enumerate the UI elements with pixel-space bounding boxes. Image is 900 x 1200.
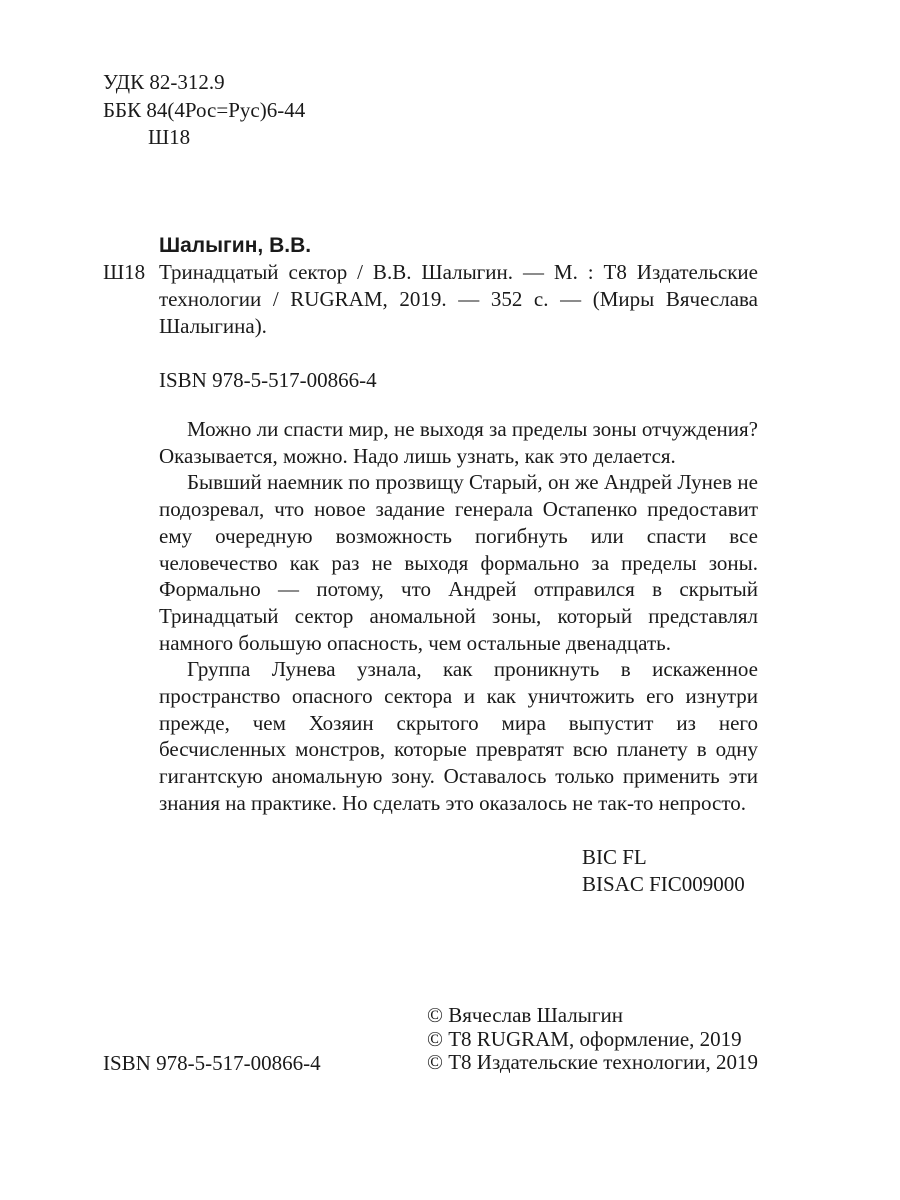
subject-codes: [582, 844, 745, 898]
annotation-paragraph: Группа Лунева узнала, как проникнуть в искаженное пространство опасного сектора и как уничтожить его изнутри прежде, чем Хозяин скрытого мира выпустит из него бесчисленных монстров, которые превратят всю планету в одну гигантскую аномальную зону. Оставалось только применить эти знания на практике. Но сделать это оказалось не так-то непросто.: [159, 657, 758, 815]
copyright-notices: [427, 1004, 758, 1075]
bic-code: BIC FL: [582, 845, 647, 869]
copyright-line: © Т8 RUGRAM, оформление, 2019: [427, 1026, 742, 1051]
biblio-author-mark: Ш18: [103, 260, 146, 284]
author-heading: Шалыгин, В.В.: [159, 234, 312, 257]
bibliographic-description: Тринадцатый сектор / В.В. Шалыгин. — М. : Т8 Издательские технологии / RUGRAM, 2019. — 352 с. — (Миры Вячеслава Шалыгина).: [159, 260, 758, 338]
annotation-paragraph: Бывший наемник по прозвищу Старый, он же Андрей Лунев не подозревал, что новое задание генерала Остапенко предоставит ему очередную возможность погибнуть или спасти все человечество как раз не выходя формально за пределы зоны. Формально — потому, что Андрей отправился в скрытый Тринадцатый сектор аномальной зоны, который представлял намного большую опасность, чем остальные двенадцать.: [159, 470, 758, 655]
annotation-paragraph: Можно ли спасти мир, не выходя за пределы зоны отчуждения? Оказывается, можно. Надо лишь узнать, как это делается.: [159, 417, 758, 468]
bisac-code: BISAC FIC009000: [582, 872, 745, 896]
isbn-footer: ISBN 978-5-517-00866-4: [103, 1051, 321, 1075]
author-mark: Ш18: [148, 125, 191, 149]
copyright-line: © Вячеслав Шалыгин: [427, 1003, 623, 1027]
copyright-line: © Т8 Издательские технологии, 2019: [427, 1050, 758, 1074]
annotation: [159, 416, 758, 817]
classification-block: [103, 69, 305, 152]
udk-code: УДК 82-312.9: [103, 70, 225, 94]
isbn-main: ISBN 978-5-517-00866-4: [159, 368, 377, 392]
bbk-code: ББК 84(4Рос=Рус)6-44: [103, 97, 306, 122]
